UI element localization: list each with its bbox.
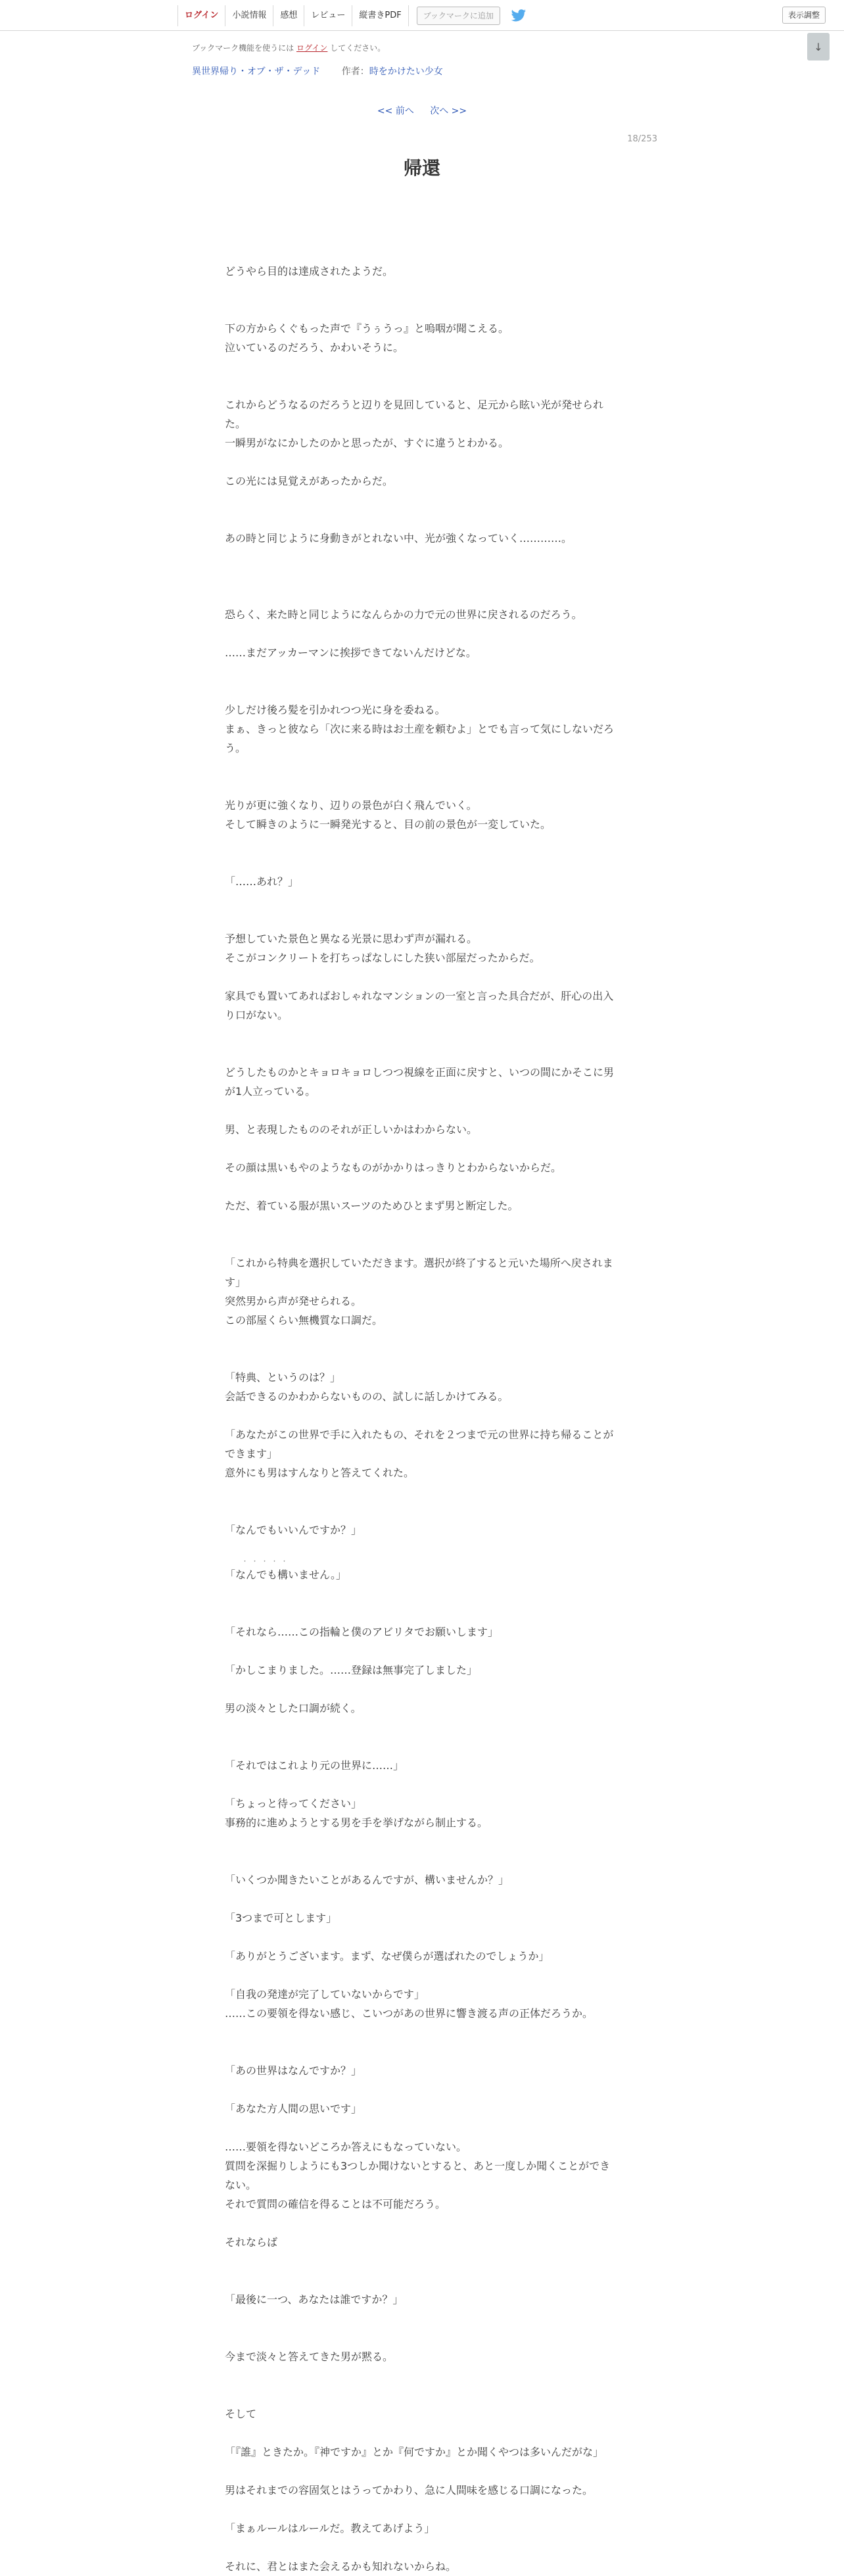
page-number: 18/253 [627,134,657,144]
novel-line: この部屋くらい無機質な口調だ。 [225,1314,383,1326]
novel-line: 「これから特典を選択していただきます。選択が終了すると元いた場所へ戻されます」 [225,1257,613,1288]
blank-line [225,1139,619,1158]
blank-line [225,2385,619,2404]
novel-line: 「最後に一つ、あなたは誰ですか？」 [225,2293,404,2306]
blank-line [225,910,619,929]
nav-vertical-pdf[interactable]: 縦書きPDF [352,5,408,26]
blank-line [225,2500,619,2519]
novel-line: どうしたものかとキョロキョロしつつ視線を正面に戻すと、いつの間にかそこに男が1人立っている。 [225,1066,615,1098]
novel-line: ……この要領を得ない感じ、こいつがあの世界に響き渡る声の正体だろうか。 [225,2007,594,2020]
bookmark-login-link[interactable]: ログイン [296,43,328,53]
novel-line: 「まぁルールはルールだ。教えてあげよう」 [225,2522,435,2535]
blank-line [225,548,619,567]
novel-line: 意外にも男はすんなりと答えてくれた。 [225,1467,415,1479]
nav-impressions[interactable]: 感想 [273,5,304,26]
blank-line [225,1718,619,1737]
blank-line [225,1966,619,1985]
blank-line [225,357,619,376]
novel-line: ……まだアッカーマンに挨拶できてないんだけどな。 [225,646,477,659]
blank-line [225,2423,619,2442]
novel-line: どうやら目的は達成されたようだ。 [225,265,394,278]
series-info [192,64,443,78]
blank-line [225,891,619,910]
blank-line [225,1641,619,1661]
top-navigation-bar [0,0,844,31]
novel-line: 「3つまで可とします」 [225,1912,337,1924]
blank-line [225,1737,619,1756]
blank-line [225,1177,619,1196]
blank-line [225,624,619,643]
novel-line: 「なんでもいいんですか？」 [225,1524,362,1536]
blank-line [225,452,619,472]
blank-line [225,1832,619,1851]
novel-line: 下の方からくぐもった声で『うぅうっ』と嗚咽が聞こえる。 [225,322,509,335]
add-bookmark-button[interactable]: ブックマークに追加 [417,7,500,25]
novel-line: そこがコンクリートを打ちっぱなしにした狭い部屋だったからだ。 [225,952,540,964]
main-nav [177,5,527,26]
novel-line: 予想していた景色と異なる光景に思わず声が漏れる。 [225,933,478,945]
novel-line: 「あなたがこの世界で手に入れたもの、それを２つまで元の世界に持ち帰ることができます」 [225,1428,614,1460]
blank-line [225,586,619,605]
blank-line [225,1025,619,1044]
novel-line: 少しだけ後ろ髪を引かれつつ光に身を委ねる。 [225,704,446,716]
blank-line [225,1044,619,1063]
blank-line [225,2023,619,2042]
novel-line: 「あなた方人間の思いです」 [225,2102,362,2115]
novel-line: ……要領を得ないどころか答えにもなっていない。 [225,2141,467,2153]
blank-line [225,224,619,243]
prev-chapter-link[interactable]: << 前へ [377,106,414,116]
blank-line [225,1680,619,1699]
novel-line: 「なんでも構いません。」 [225,1568,346,1581]
novel-line: 「『誰』ときたか。『神ですか』とか『何ですか』とか聞くやつは多いんだがな」 [225,2446,604,2458]
blank-line [225,2042,619,2061]
blank-line [225,243,619,262]
novel-line: そして [225,2408,257,2420]
arrow-down-icon: ↓ [814,40,823,53]
novel-line: 「特典、というのは？」 [225,1371,341,1384]
novel-line: それに、君とはまた会えるかも知れないからね。 [225,2560,457,2573]
nav-review[interactable]: レビュー [304,5,352,26]
chapter-pager [0,104,844,117]
blank-line [225,758,619,777]
novel-line: 男はそれまでの容固気とはうってかわり、急に人間味を感じる口調になった。 [225,2484,594,2496]
novel-line: まぁ、きっと彼なら「次に来る時はお土産を頼むよ」とでも言って気にしないだろう。 [225,723,615,754]
blank-line [225,2214,619,2233]
novel-line: 「いくつか聞きたいことがあるんですが、構いませんか？」 [225,1874,509,1886]
novel-line: 「あの世界はなんですか？」 [225,2064,362,2077]
novel-line: 「かしこまりました。……登録は無事完了しました」 [225,1664,478,1676]
novel-body [225,224,619,2576]
novel-line: あの時と同じように身動きがとれない中、光が強くなっていく…………。 [225,532,573,545]
blank-line [225,491,619,510]
novel-line: 突然男から声が発せられる。 [225,1295,362,1307]
novel-line: 男の淡々とした口調が続く。 [225,1702,362,1714]
blank-line [225,300,619,319]
blank-line [225,376,619,395]
novel-line: 「それではこれより元の世界に……」 [225,1759,404,1772]
blank-line [225,2309,619,2328]
emphasis-dots: ・・・・・ [242,1559,292,1565]
novel-line: 家具でも置いてあればおしゃれなマンションの一室と言った具合だが、肝心の出入り口がない。 [225,990,614,1021]
blank-line [225,2118,619,2137]
novel-line: 「……あれ？」 [225,875,299,888]
novel-line: 質問を深掘りしようにも3つしか聞けないとすると、あと一度しか聞くことができない。 [225,2160,611,2191]
novel-line: 事務的に進めようとする男を手を挙げながら制止する。 [225,1816,488,1829]
novel-line: 「それなら……この指輪と僕のアビリタでお願いします」 [225,1626,499,1638]
blank-line [225,1775,619,1794]
scroll-down-button[interactable] [807,33,830,61]
novel-line: 男、と表現したもののそれが正しいかはわからない。 [225,1123,478,1136]
blank-line [225,2252,619,2271]
novel-line: これからどうなるのだろうと辺りを見回していると、足元から眩い光が発せられた。 [225,399,604,430]
novel-line: 光りが更に強くなり、辺りの景色が白く飛んでいく。 [225,799,477,812]
blank-line [225,1851,619,1870]
novel-line: 「自我の発達が完了していないからです」 [225,1988,425,2001]
blank-line [225,281,619,300]
novel-line: 恐らく、来た時と同じようになんらかの力で元の世界に戻されるのだろう。 [225,608,582,621]
blank-line [225,777,619,796]
novel-line: 今まで淡々と答えてきた男が黙る。 [225,2350,394,2363]
blank-line [225,853,619,872]
blank-line [225,1889,619,1908]
blank-line [225,1349,619,1368]
blank-line [225,567,619,586]
blank-line [225,1101,619,1120]
novel-line: 一瞬男がなにかしたのかと思ったが、すぐに違うとわかる。 [225,437,509,449]
display-settings-button[interactable]: 表示調整 [782,7,826,24]
blank-line [225,967,619,986]
novel-line: 会話できるのかわからないものの、試しに話しかけてみる。 [225,1390,509,1403]
author-label: 作者： [341,66,369,77]
blank-line [225,681,619,700]
blank-line [225,1330,619,1349]
novel-line: 「ありがとうございます。まず、なぜ僕らが選ばれたのでしょうか」 [225,1950,550,1962]
blank-line [225,1603,619,1622]
chapter-title: 帰還 [403,157,440,179]
bookmark-note-after: してください。 [327,43,386,53]
blank-line [225,1406,619,1425]
blank-line [225,2366,619,2385]
blank-line [225,510,619,529]
novel-line: そして瞬きのように一瞬発光すると、目の前の景色が一変していた。 [225,818,551,831]
blank-line [225,834,619,853]
next-chapter-link[interactable]: 次へ >> [430,106,467,116]
nav-login[interactable]: ログイン [177,5,225,26]
series-title-link[interactable]: 異世界帰り・オブ・ザ・デッド [192,66,321,77]
novel-line: それで質問の確信を得ることは不可能だろう。 [225,2198,446,2210]
novel-line: ただ、着ている服が黒いスーツのためひとまず男と断定した。 [225,1200,519,1212]
novel-line: 「ちょっと待ってください」 [225,1797,362,1810]
twitter-bird-icon[interactable] [511,9,527,22]
blank-line [225,662,619,681]
blank-line [225,2080,619,2099]
blank-line [225,1928,619,1947]
blank-line [225,1584,619,1603]
blank-line [225,2271,619,2290]
novel-line: それならば [225,2236,278,2248]
blank-line [225,1482,619,1501]
blank-line [225,1540,619,1559]
novel-line: その顔は黒いもやのようなものがかかりはっきりとわからないからだ。 [225,1161,562,1174]
bookmark-login-note [192,42,385,53]
blank-line [225,2538,619,2557]
blank-line [225,2462,619,2481]
author-link[interactable]: 時をかけたい少女 [369,66,443,77]
bookmark-note-before: ブックマーク機能を使うには [192,43,296,53]
novel-line: この光には見覚えがあったからだ。 [225,475,393,487]
blank-line [225,1215,619,1234]
novel-line: 泣いているのだろう、かわいそうに。 [225,341,404,354]
blank-line [225,1501,619,1520]
blank-line [225,2328,619,2347]
nav-novel-info[interactable]: 小説情報 [225,5,273,26]
blank-line [225,1234,619,1253]
